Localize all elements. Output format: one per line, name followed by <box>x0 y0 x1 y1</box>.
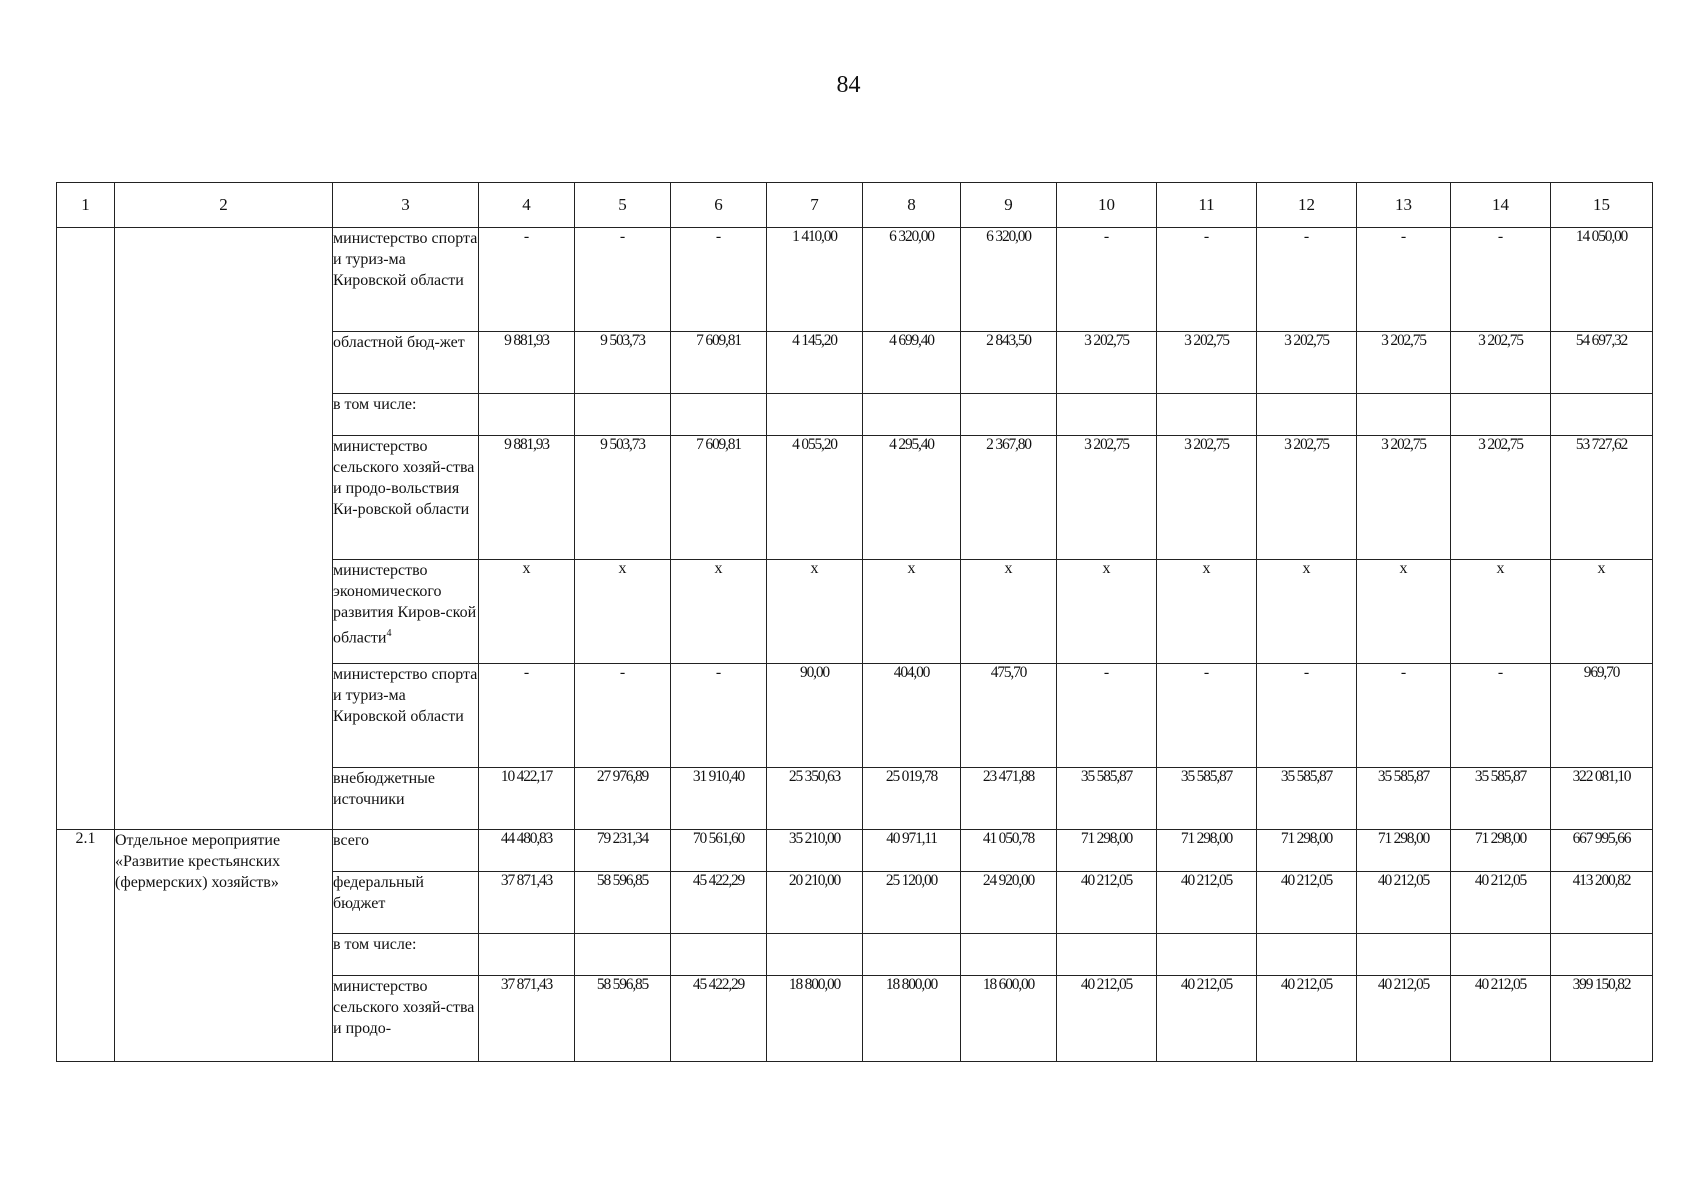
column-header: 2 <box>115 183 333 228</box>
column-header: 13 <box>1357 183 1451 228</box>
value-cell <box>575 394 671 436</box>
value-cell: 23 471,88 <box>961 768 1057 830</box>
footnote-marker: 4 <box>386 628 392 639</box>
value-cell: - <box>1157 228 1257 332</box>
value-cell: 35 585,87 <box>1057 768 1157 830</box>
column-header: 3 <box>333 183 479 228</box>
value-cell: 3 202,75 <box>1357 436 1451 560</box>
value-cell: 37 871,43 <box>479 872 575 934</box>
table-row <box>57 830 1653 872</box>
column-header: 8 <box>863 183 961 228</box>
value-cell <box>1451 934 1551 976</box>
value-cell: 40 212,05 <box>1157 976 1257 1062</box>
value-cell: 40 212,05 <box>1257 976 1357 1062</box>
funding-source-label: областной бюд-жет <box>333 334 465 351</box>
funding-source-cell <box>333 560 479 664</box>
value-cell: 18 800,00 <box>863 976 961 1062</box>
value-cell: - <box>1357 228 1451 332</box>
value-cell: 18 800,00 <box>767 976 863 1062</box>
value-cell <box>671 934 767 976</box>
value-cell: 45 422,29 <box>671 872 767 934</box>
value-cell: 322 081,10 <box>1551 768 1653 830</box>
value-cell <box>863 394 961 436</box>
value-cell: 2 367,80 <box>961 436 1057 560</box>
value-cell: 4 699,40 <box>863 332 961 394</box>
value-cell: 9 881,93 <box>479 332 575 394</box>
value-cell: 3 202,75 <box>1057 436 1157 560</box>
value-cell: x <box>767 560 863 664</box>
funding-source-label: министерство экономического развития Киров-ской области <box>333 562 477 647</box>
value-cell: - <box>1451 664 1551 768</box>
value-cell: 4 295,40 <box>863 436 961 560</box>
value-cell: 3 202,75 <box>1257 332 1357 394</box>
measure-name: Отдельное мероприятие «Развитие крестьянских (фермерских) хозяйств» <box>115 830 333 1062</box>
value-cell <box>961 934 1057 976</box>
value-cell: 35 585,87 <box>1157 768 1257 830</box>
funding-source-cell <box>333 332 479 394</box>
value-cell: 71 298,00 <box>1257 830 1357 872</box>
value-cell: 31 910,40 <box>671 768 767 830</box>
value-cell: 40 212,05 <box>1257 872 1357 934</box>
value-cell: 3 202,75 <box>1357 332 1451 394</box>
funding-source-cell: в том числе: <box>333 934 479 976</box>
value-cell: 2 843,50 <box>961 332 1057 394</box>
value-cell: x <box>1157 560 1257 664</box>
column-header: 10 <box>1057 183 1157 228</box>
value-cell: x <box>1451 560 1551 664</box>
value-cell <box>479 394 575 436</box>
value-cell: 54 697,32 <box>1551 332 1653 394</box>
value-cell <box>1157 394 1257 436</box>
value-cell: 40 212,05 <box>1357 976 1451 1062</box>
value-cell: 37 871,43 <box>479 976 575 1062</box>
value-cell: 35 585,87 <box>1257 768 1357 830</box>
value-cell <box>1157 934 1257 976</box>
value-cell: 7 609,81 <box>671 436 767 560</box>
funding-source-cell <box>333 228 479 332</box>
value-cell <box>961 394 1057 436</box>
column-header: 12 <box>1257 183 1357 228</box>
funding-source-label: министерство сельского хозяй-ства и продо-вольствия Ки-ровской области <box>333 438 475 518</box>
table-row <box>57 228 1653 332</box>
value-cell: - <box>1357 664 1451 768</box>
value-cell: 1 410,00 <box>767 228 863 332</box>
value-cell: 27 976,89 <box>575 768 671 830</box>
value-cell <box>1257 394 1357 436</box>
column-header: 15 <box>1551 183 1653 228</box>
value-cell: 4 055,20 <box>767 436 863 560</box>
value-cell: 9 503,73 <box>575 332 671 394</box>
value-cell: 70 561,60 <box>671 830 767 872</box>
value-cell: 24 920,00 <box>961 872 1057 934</box>
value-cell: - <box>671 664 767 768</box>
budget-table <box>56 182 1653 1062</box>
column-header: 6 <box>671 183 767 228</box>
value-cell: 14 050,00 <box>1551 228 1653 332</box>
value-cell: - <box>1257 664 1357 768</box>
value-cell <box>1451 394 1551 436</box>
column-header: 1 <box>57 183 115 228</box>
value-cell: 40 212,05 <box>1057 872 1157 934</box>
value-cell: - <box>1451 228 1551 332</box>
funding-source-label: министерство спорта и туриз-ма Кировской области <box>333 666 478 725</box>
column-header: 11 <box>1157 183 1257 228</box>
value-cell: - <box>1057 664 1157 768</box>
value-cell <box>1057 394 1157 436</box>
funding-source-cell: министерство сельского хозяй-ства и продо- <box>333 976 479 1062</box>
value-cell: 3 202,75 <box>1451 436 1551 560</box>
value-cell: - <box>479 228 575 332</box>
value-cell: - <box>575 664 671 768</box>
value-cell: - <box>575 228 671 332</box>
value-cell <box>1551 394 1653 436</box>
column-header: 5 <box>575 183 671 228</box>
value-cell: 45 422,29 <box>671 976 767 1062</box>
value-cell <box>575 934 671 976</box>
value-cell: 10 422,17 <box>479 768 575 830</box>
value-cell: - <box>1057 228 1157 332</box>
value-cell: x <box>961 560 1057 664</box>
value-cell: 71 298,00 <box>1357 830 1451 872</box>
value-cell: 35 210,00 <box>767 830 863 872</box>
value-cell: 40 971,11 <box>863 830 961 872</box>
value-cell: 71 298,00 <box>1057 830 1157 872</box>
value-cell: 18 600,00 <box>961 976 1057 1062</box>
value-cell <box>1551 934 1653 976</box>
funding-source-cell <box>333 436 479 560</box>
value-cell: 79 231,34 <box>575 830 671 872</box>
value-cell: 58 596,85 <box>575 976 671 1062</box>
header-row <box>57 183 1653 228</box>
value-cell: 40 212,05 <box>1451 872 1551 934</box>
value-cell: 667 995,66 <box>1551 830 1653 872</box>
value-cell: x <box>671 560 767 664</box>
row-number-cell <box>57 228 115 830</box>
value-cell: 58 596,85 <box>575 872 671 934</box>
value-cell: 475,70 <box>961 664 1057 768</box>
value-cell: 6 320,00 <box>961 228 1057 332</box>
value-cell <box>767 934 863 976</box>
column-header: 4 <box>479 183 575 228</box>
column-header: 7 <box>767 183 863 228</box>
funding-source-cell: федеральный бюджет <box>333 872 479 934</box>
value-cell: - <box>479 664 575 768</box>
measure-name-cell <box>115 228 333 830</box>
value-cell: x <box>863 560 961 664</box>
value-cell <box>1357 394 1451 436</box>
value-cell: 40 212,05 <box>1451 976 1551 1062</box>
value-cell: 20 210,00 <box>767 872 863 934</box>
value-cell: 969,70 <box>1551 664 1653 768</box>
column-header: 14 <box>1451 183 1551 228</box>
value-cell: 25 019,78 <box>863 768 961 830</box>
value-cell: 25 120,00 <box>863 872 961 934</box>
value-cell: 3 202,75 <box>1157 332 1257 394</box>
value-cell <box>671 394 767 436</box>
value-cell: - <box>1257 228 1357 332</box>
value-cell: 3 202,75 <box>1057 332 1157 394</box>
value-cell: 90,00 <box>767 664 863 768</box>
value-cell: 40 212,05 <box>1357 872 1451 934</box>
value-cell: 3 202,75 <box>1157 436 1257 560</box>
value-cell: x <box>1057 560 1157 664</box>
funding-source-label: в том числе: <box>333 396 417 413</box>
value-cell: 35 585,87 <box>1451 768 1551 830</box>
value-cell: x <box>1551 560 1653 664</box>
value-cell: 25 350,63 <box>767 768 863 830</box>
value-cell: - <box>1157 664 1257 768</box>
value-cell: 6 320,00 <box>863 228 961 332</box>
value-cell: x <box>1257 560 1357 664</box>
value-cell <box>863 934 961 976</box>
value-cell: 71 298,00 <box>1451 830 1551 872</box>
value-cell: 399 150,82 <box>1551 976 1653 1062</box>
page-number: 84 <box>836 72 861 98</box>
value-cell: 53 727,62 <box>1551 436 1653 560</box>
value-cell: 413 200,82 <box>1551 872 1653 934</box>
value-cell: 71 298,00 <box>1157 830 1257 872</box>
value-cell: x <box>479 560 575 664</box>
value-cell <box>479 934 575 976</box>
funding-source-cell <box>333 768 479 830</box>
value-cell: x <box>575 560 671 664</box>
value-cell: 404,00 <box>863 664 961 768</box>
value-cell: 35 585,87 <box>1357 768 1451 830</box>
value-cell: x <box>1357 560 1451 664</box>
funding-source-cell <box>333 394 479 436</box>
funding-source-cell: всего <box>333 830 479 872</box>
value-cell: 7 609,81 <box>671 332 767 394</box>
value-cell <box>767 394 863 436</box>
value-cell: 41 050,78 <box>961 830 1057 872</box>
value-cell: 4 145,20 <box>767 332 863 394</box>
value-cell: - <box>671 228 767 332</box>
measure-number: 2.1 <box>57 830 115 1062</box>
column-header: 9 <box>961 183 1057 228</box>
value-cell: 9 881,93 <box>479 436 575 560</box>
value-cell: 3 202,75 <box>1257 436 1357 560</box>
value-cell <box>1257 934 1357 976</box>
value-cell: 9 503,73 <box>575 436 671 560</box>
value-cell <box>1357 934 1451 976</box>
funding-source-label: внебюджетные источники <box>333 770 435 808</box>
value-cell: 40 212,05 <box>1057 976 1157 1062</box>
value-cell <box>1057 934 1157 976</box>
value-cell: 40 212,05 <box>1157 872 1257 934</box>
value-cell: 3 202,75 <box>1451 332 1551 394</box>
funding-source-label: министерство спорта и туриз-ма Кировской области <box>333 230 478 289</box>
funding-source-cell <box>333 664 479 768</box>
value-cell: 44 480,83 <box>479 830 575 872</box>
